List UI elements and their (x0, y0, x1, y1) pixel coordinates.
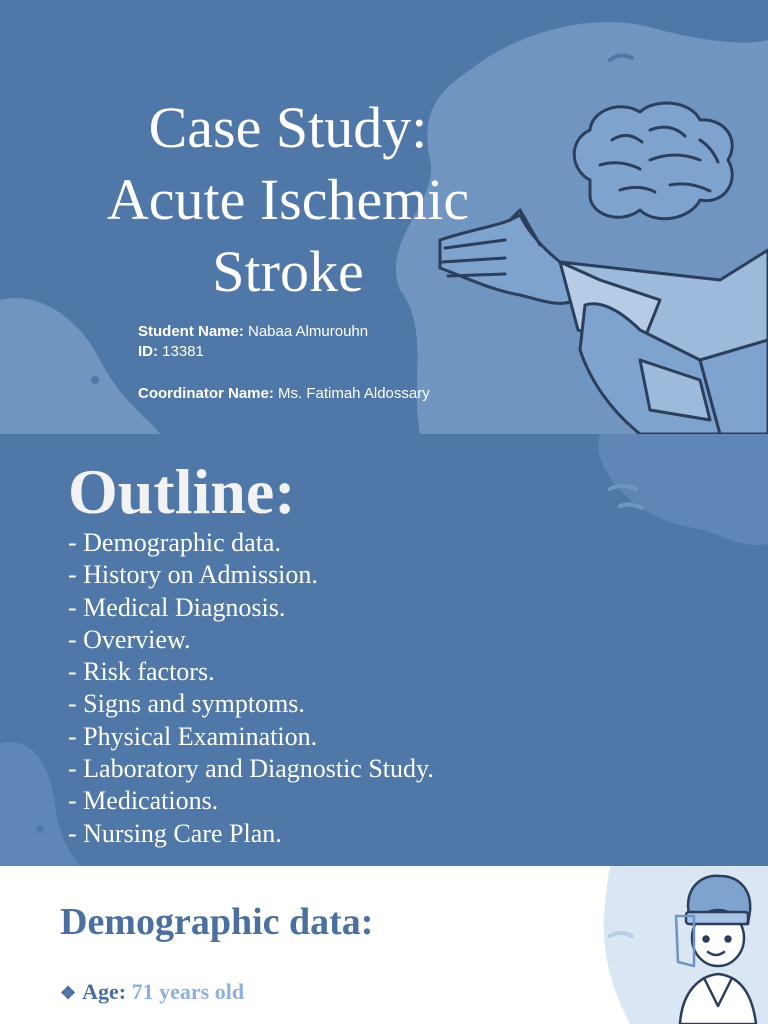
outline-item: - Nursing Care Plan. (68, 818, 282, 848)
outline-item: - Medical Diagnosis. (68, 592, 286, 622)
title-line-3: Stroke (212, 239, 364, 304)
student-name-label: Student Name: (138, 323, 244, 340)
student-id-value: 13381 (158, 343, 204, 360)
presentation-title (60, 92, 516, 308)
coordinator-label: Coordinator Name: (138, 385, 274, 402)
diamond-bullet-icon: ❖ (60, 983, 77, 1003)
outline-item: - Physical Examination. (68, 721, 318, 751)
coordinator-row (138, 384, 430, 404)
student-name-row (138, 322, 368, 342)
title-line-1: Case Study: (148, 95, 428, 160)
coordinator-value: Ms. Fatimah Aldossary (273, 385, 430, 402)
age-label: Age: (82, 979, 127, 1004)
student-id-label: ID: (138, 343, 158, 360)
outline-item: - Laboratory and Diagnostic Study. (68, 754, 434, 784)
student-id-row (138, 342, 204, 362)
outline-heading: Outline: (68, 456, 296, 527)
outline-item: - History on Admission. (68, 560, 318, 590)
age-value: 71 years old (126, 979, 245, 1004)
outline-item: - Medications. (68, 786, 219, 816)
title-slide (0, 0, 768, 434)
demographic-heading: Demographic data: (60, 901, 374, 943)
background-blob-top-right (598, 434, 768, 545)
outline-item: - Overview. (68, 624, 191, 654)
outline-slide (0, 434, 768, 866)
title-line-2: Acute Ischemic (106, 167, 470, 232)
outline-item: - Risk factors. (68, 657, 215, 687)
outline-item: - Signs and symptoms. (68, 689, 305, 719)
student-name-value: Nabaa Almurouhn (243, 323, 369, 340)
outline-list (68, 527, 434, 850)
outline-item: - Demographic data. (68, 528, 281, 557)
age-row (60, 978, 244, 1007)
demographic-slide (0, 866, 768, 1024)
